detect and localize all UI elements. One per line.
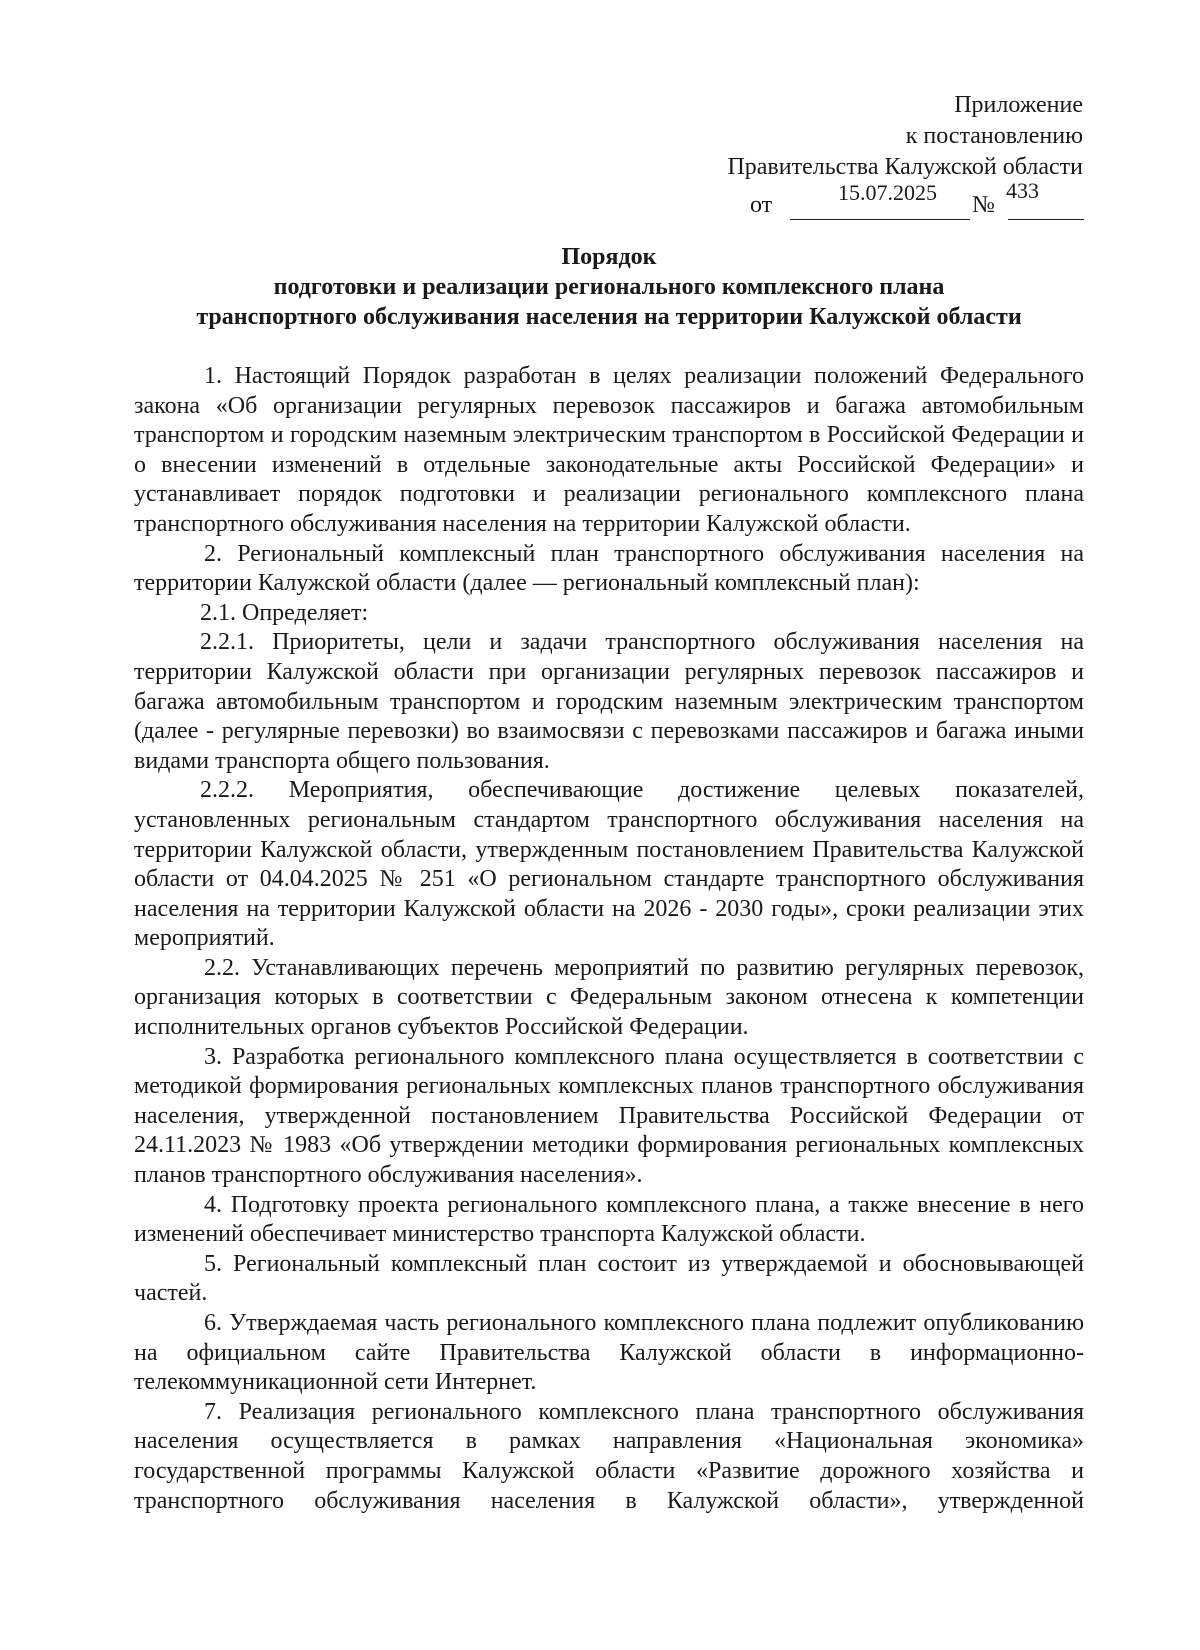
paragraph-7: 7. Реализация регионального комплексного плана транспортного обслуживания населения осуществляется в рамках направления «Национальная экономика» государственной программы Калужской области «Развитие дорожного хозяйства и транспортного обслуживания населения в Калужской области», утвержденной (134, 1398, 1084, 1514)
annex-date-number-row (750, 178, 1084, 224)
paragraph-4: 4. Подготовку проекта регионального комплексного плана, а также внесение в него изменений обеспечивает министерство транспорта Калужской области. (134, 1191, 1084, 1248)
title-line-1: Порядок (561, 244, 657, 270)
number-underline (1008, 219, 1084, 220)
title-line-3: транспортного обслуживания населения на территории Калужской области (196, 304, 1022, 330)
resolution-number: 433 (1006, 178, 1039, 203)
paragraph-1: 1. Настоящий Порядок разработан в целях реализации положений Федерального закона «Об организации регулярных перевозок пассажиров и багажа автомобильным транспортом и городским наземным электрическим транспортом в Российской Федерации и о внесении изменений в отдельные законодательные акты Российской Федерации» и устанавливает порядок подготовки и реализации регионального комплексного плана транспортного обслуживания населения на территории Калужской области. (134, 363, 1084, 537)
annex-line-2: к постановлению (905, 123, 1083, 149)
annex-line-1: Приложение (954, 92, 1083, 118)
paragraph-3: 3. Разработка регионального комплексного плана осуществляется в соответствии с методикой формирования региональных комплексных планов транспортного обслуживания населения, утвержденной постановлением Правительства Российской Федерации от 24.11.2023 № 1983 «Об утверждении методики формирования региональных комплексных планов транспортного обслуживания населения». (134, 1043, 1084, 1189)
document-title (134, 242, 1084, 332)
date-underline (790, 219, 970, 220)
resolution-date: 15.07.2025 (838, 180, 937, 205)
paragraph-2-2: 2.2. Устанавливающих перечень мероприятий по развитию регулярных перевозок, организация которых в соответствии с Федеральным законом отнесена к компетенции исполнительных органов субъектов Российской Федерации. (134, 954, 1084, 1041)
paragraph-2: 2. Региональный комплексный план транспортного обслуживания населения на территории Калужской области (далее — региональный комплексный план): (134, 540, 1084, 597)
number-prefix: № (972, 192, 995, 218)
paragraph-6: 6. Утверждаемая часть регионального комплексного плана подлежит опубликованию на официальном сайте Правительства Калужской области в информационно-телекоммуникационной сети Интернет. (134, 1310, 1084, 1396)
title-line-2: подготовки и реализации регионального комплексного плана (273, 274, 945, 300)
paragraph-2-2-2: 2.2.2. Мероприятия, обеспечивающие достижение целевых показателей, установленных региональным стандартом транспортного обслуживания населения на территории Калужской области, утвержденным постановлением Правительства Калужской области от 04.04.2025 № 251 «О региональном стандарте транспортного обслуживания населения на территории Калужской области на 2026 - 2030 годы», сроки реализации этих мероприятий. (134, 777, 1084, 952)
document-body (134, 362, 1084, 1516)
annex-line-3: Правительства Калужской области (727, 154, 1083, 180)
date-prefix: от (750, 192, 773, 218)
paragraph-5: 5. Региональный комплексный план состоит из утверждаемой и обосновывающей частей. (134, 1250, 1084, 1307)
paragraph-2-1: 2.1. Определяет: (200, 599, 369, 626)
annex-header (727, 90, 1083, 183)
paragraph-2-2-1: 2.2.1. Приоритеты, цели и задачи транспортного обслуживания населения на территории Калужской области при организации регулярных перевозок пассажиров и багажа автомобильным транспортом и городским наземным электрическим транспортом (далее - регулярные перевозки) во взаимосвязи с перевозками пассажиров и багажа иными видами транспорта общего пользования. (134, 629, 1084, 774)
